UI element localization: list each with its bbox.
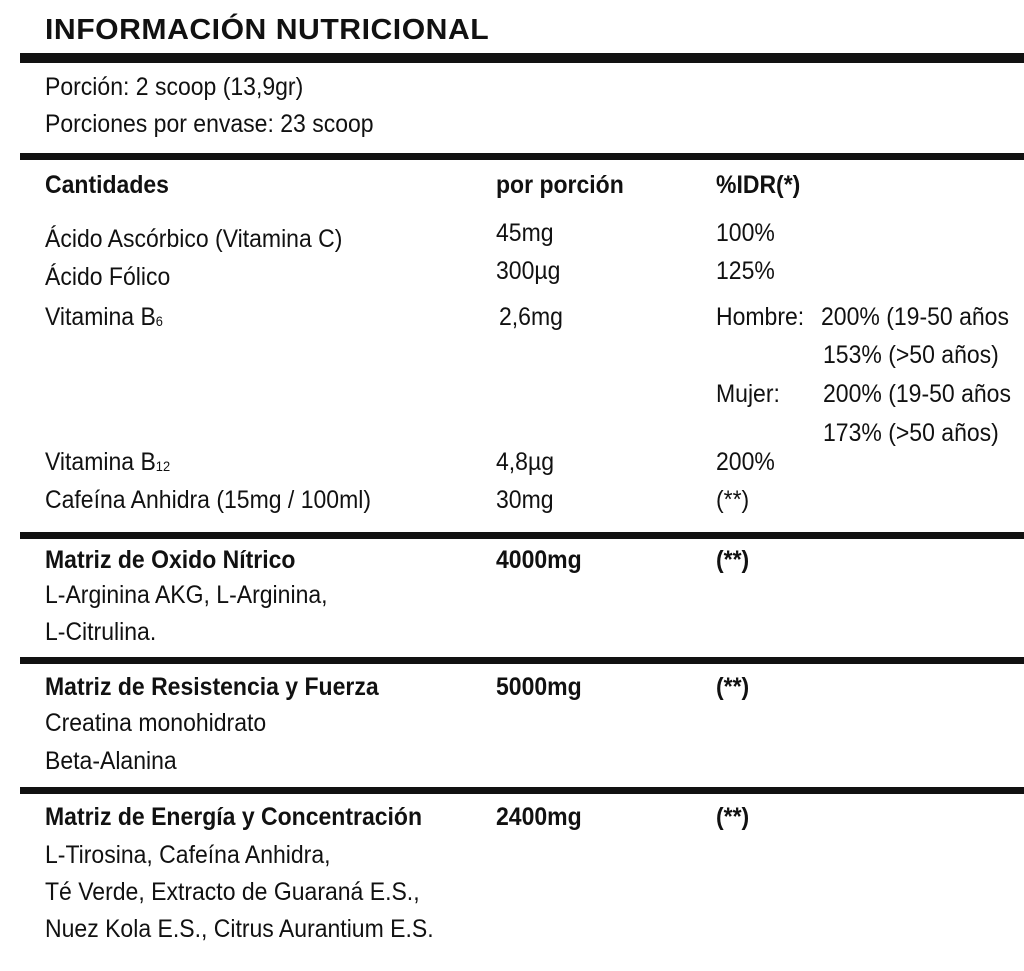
nutrient-idr: 100% xyxy=(716,219,775,247)
divider xyxy=(20,657,1024,664)
divider xyxy=(20,153,1024,160)
divider xyxy=(20,532,1024,539)
nutrient-name: Ácido Ascórbico (Vitamina C) xyxy=(45,225,343,253)
idr-women-label: Mujer: xyxy=(716,380,780,408)
matrix-ingredients: L-Arginina AKG, L-Arginina, xyxy=(45,581,328,609)
idr-women-adult: 200% (19-50 años xyxy=(823,380,1011,408)
matrix-amount: 5000mg xyxy=(496,673,582,701)
nutrient-amount: 30mg xyxy=(496,486,554,514)
matrix-ingredients: L-Citrulina. xyxy=(45,618,157,646)
nutrient-amount: 300µg xyxy=(496,257,561,285)
servings-per-container: Porciones por envase: 23 scoop xyxy=(45,110,374,138)
nutrient-amount: 45mg xyxy=(496,219,554,247)
matrix-ingredients: Nuez Kola E.S., Citrus Aurantium E.S. xyxy=(45,915,434,943)
matrix-amount: 2400mg xyxy=(496,803,582,831)
column-header-name: Cantidades xyxy=(45,171,169,199)
nutrient-name: Vitamina $B_6$ xyxy=(45,303,163,331)
matrix-idr: (**) xyxy=(716,546,750,574)
matrix-idr: (**) xyxy=(716,803,750,831)
nutrient-idr: (**) xyxy=(716,486,750,514)
column-header-amount: por porción xyxy=(496,171,624,199)
column-header-idr: %IDR(*) xyxy=(716,171,801,199)
nutrient-name: Vitamina $B_{12}$ xyxy=(45,448,171,476)
divider xyxy=(20,787,1024,794)
nutrient-name: Cafeína Anhidra (15mg / 100ml) xyxy=(45,486,372,514)
idr-men-label: Hombre: xyxy=(716,303,805,331)
matrix-ingredients: Beta-Alanina xyxy=(45,747,177,775)
label-title: INFORMACIÓN NUTRICIONAL xyxy=(45,14,490,46)
serving-size: Porción: 2 scoop (13,9gr) xyxy=(45,73,304,101)
nutrient-amount: 4,8µg xyxy=(496,448,555,476)
matrix-name: Matriz de Oxido Nítrico xyxy=(45,546,296,574)
nutrient-idr: 125% xyxy=(716,257,775,285)
nutrient-amount: 2,6mg xyxy=(499,303,563,331)
divider-thick xyxy=(20,53,1024,63)
idr-men-senior: 153% (>50 años) xyxy=(823,341,999,369)
matrix-amount: 4000mg xyxy=(496,546,582,574)
matrix-name: Matriz de Energía y Concentración xyxy=(45,803,423,831)
nutrient-idr: 200% xyxy=(716,448,775,476)
idr-men-adult: 200% (19-50 años xyxy=(821,303,1009,331)
idr-women-senior: 173% (>50 años) xyxy=(823,419,999,447)
matrix-idr: (**) xyxy=(716,673,750,701)
nutrient-name: Ácido Fólico xyxy=(45,263,171,291)
matrix-ingredients: L-Tirosina, Cafeína Anhidra, xyxy=(45,841,331,869)
matrix-ingredients: Té Verde, Extracto de Guaraná E.S., xyxy=(45,878,420,906)
matrix-name: Matriz de Resistencia y Fuerza xyxy=(45,673,379,701)
matrix-ingredients: Creatina monohidrato xyxy=(45,709,267,737)
